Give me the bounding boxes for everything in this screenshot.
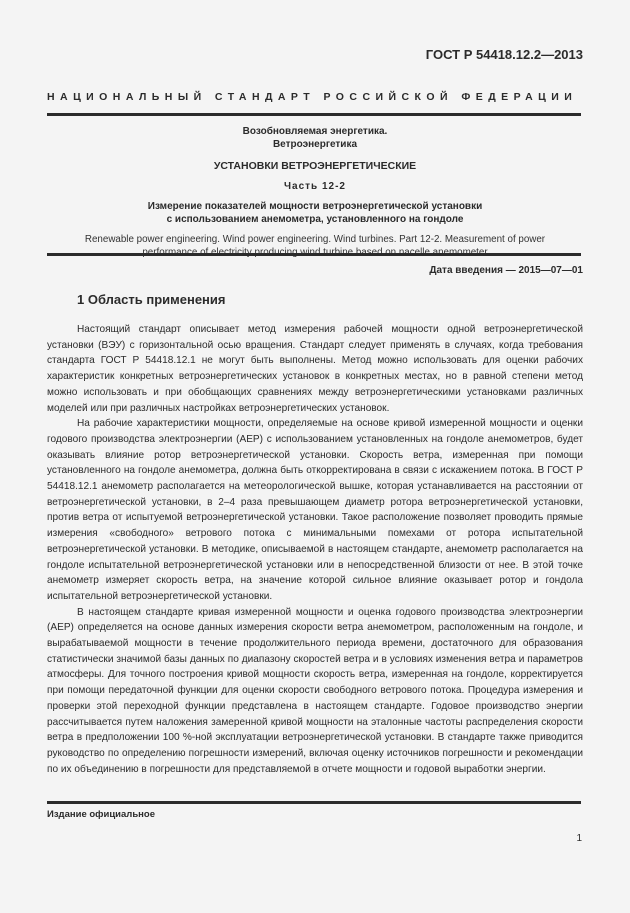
- edition-label: Издание официальное: [47, 809, 155, 820]
- subtitle-line-1: Измерение показателей мощности ветроэнергетической установки: [147, 201, 483, 212]
- english-title-line-1: Renewable power engineering. Wind power engineering. Wind turbines. Part 12-2. Measurement of power: [84, 234, 546, 245]
- divider-footer: [47, 801, 581, 804]
- title-part: Часть 12-2: [284, 181, 346, 192]
- title-caps: УСТАНОВКИ ВЕТРОЭНЕРГЕТИЧЕСКИЕ: [213, 160, 417, 172]
- section-body: [47, 322, 583, 777]
- paragraph: На рабочие характеристики мощности, определяемые на основе кривой измеренной мощности и оценки годового производства электроэнергии (AEP) с использованием установленных на гондоле анемометров, будет оказывать влияние ротор ветроэнергетической установки. Скорость ветра, измеренная при помощи установленного на гондоле анемометра, должна быть откорректирована в связи с искажением потока. В ГОСТ Р 54418.12.1 анемометр располагается на метеорологической вышке, которая устанавливается на расстоянии от ветроэнергетической установки, в 2–4 раза превышающем диаметр ротора ветроэнергетической установки, против ветра от испытуемой ветроэнергетической установки. Такое расположение позволяет проводить прямые измерения «свободного» ветрового потока с минимальными помехами от ротора испытательной ветроэнергетической установки. В методике, описываемой в настоящем стандарте, анемометр располагается на гондоле испытательной ветроэнергетической установки или в непосредственной близости от нее. В этой точке анемометр измеряет скорость ветра, на значение которой сильное влияние оказывает ротор и гондола испытательной ветроэнергетической установки.: [47, 418, 583, 602]
- intro-date: Дата введения — 2015—07—01: [429, 265, 583, 276]
- title-block: [47, 125, 583, 259]
- page-number: 1: [576, 833, 582, 844]
- national-standard-heading: НАЦИОНАЛЬНЫЙ СТАНДАРТ РОССИЙСКОЙ ФЕДЕРАЦИИ: [47, 91, 578, 103]
- paragraph: В настоящем стандарте кривая измеренной мощности и оценка годового производства электроэнергии (AEP) определяется на основе данных измерения скорости ветра анемометром, расположенным на гондоле, и вырабатываемой мощности в течение продолжительного периода времени, достаточного для образования статистически значимой базы данных по диапазону скоростей ветра и в условиях изменения ветра и параметров атмосферы. Для точного построения кривой мощности скорость ветра, измеренная на гондоле, корректируется при помощи передаточной функции для оценки скорости свободного ветрового потока. Процедура измерения и проверки этой переходной функции представлена в настоящем стандарте. Годовое производство энергии рассчитывается путем наложения замеренной кривой мощности на эталонные частоты распределения скорости ветра в предположении 100 %-ной эксплуатации ветроэнергетической установки. В стандарте также приводится руководство по определению погрешности измерений, включая оценку источников погрешности и рекомендации по их объединению в погрешности для представляемой в отчете мощности и годовой выработки энергии.: [47, 606, 583, 775]
- document-code: ГОСТ Р 54418.12.2—2013: [425, 47, 583, 62]
- section-title: 1 Область применения: [77, 292, 226, 307]
- paragraph: Настоящий стандарт описывает метод измерения рабочей мощности одной ветроэнергетической установки (ВЭУ) с горизонтальной осью вращения. Стандарт следует применять в случаях, когда требования стандарта ГОСТ Р 54418.12.1 не могут быть выполнены. Метод можно использовать для оценки рабочих характеристик конкретных ветроэнергетических установок в конкретных местах, но в равной степени метод можно использовать и при обобщающих сравнениях между ветроэнергетическими установками различных моделей или при различных настройках ветроэнергетических установок.: [47, 324, 583, 414]
- subtitle: [47, 200, 583, 226]
- subtitle-line-2: с использованием анемометра, установленного на гондоле: [166, 214, 464, 225]
- divider-top: [47, 113, 581, 116]
- divider-title: [47, 253, 581, 256]
- title-line-1: Возобновляемая энергетика.: [242, 126, 388, 137]
- title-line-2: Ветроэнергетика: [272, 139, 358, 150]
